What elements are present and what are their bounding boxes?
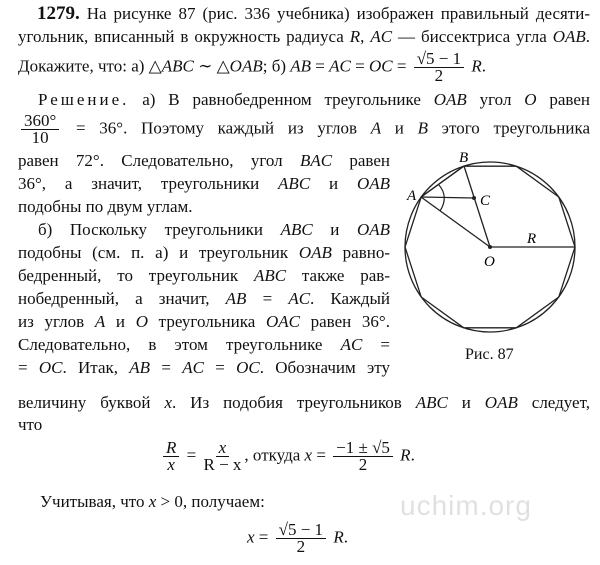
text-run: = bbox=[362, 335, 390, 354]
text-run: подобны (см. п. а) и треугольник bbox=[18, 243, 299, 262]
math-symbol: R bbox=[471, 56, 482, 76]
text-run: √5 − 1 bbox=[416, 49, 462, 68]
math-symbol: AC bbox=[340, 335, 363, 354]
fraction bbox=[163, 440, 179, 473]
text-run: из углов bbox=[18, 312, 95, 331]
math-symbol: AB bbox=[129, 358, 151, 377]
solution-line-3 bbox=[18, 151, 390, 171]
denominator bbox=[435, 68, 444, 84]
text-run: . bbox=[481, 56, 486, 76]
solution-heading: Решение. bbox=[38, 90, 130, 109]
fraction bbox=[414, 51, 464, 84]
text-run: 2 bbox=[358, 455, 368, 474]
text-run: треугольника bbox=[147, 312, 266, 331]
text-run: а) В равнобедренном треугольнике bbox=[129, 90, 434, 109]
math-symbol: AB bbox=[290, 56, 312, 76]
text-run: величину буквой bbox=[18, 393, 165, 412]
problem-line-3 bbox=[18, 51, 486, 84]
denominator bbox=[359, 457, 368, 473]
math-symbol: x bbox=[148, 492, 157, 511]
math-symbol: ABC bbox=[278, 174, 311, 193]
label-r: R bbox=[527, 231, 537, 247]
math-symbol: OAB bbox=[229, 56, 263, 76]
math-symbol: x bbox=[164, 393, 172, 412]
problem-line-1 bbox=[37, 4, 590, 24]
text-run: ; б) bbox=[262, 56, 291, 76]
denominator bbox=[203, 457, 241, 473]
math-symbol: ABC bbox=[415, 393, 448, 412]
text-run: 2 bbox=[296, 537, 306, 556]
text-run: нобедренный, а значит, bbox=[18, 289, 226, 308]
text-run: бедренный, то треугольник bbox=[18, 266, 254, 285]
point-c bbox=[472, 196, 476, 200]
solution-line-16 bbox=[40, 492, 265, 512]
math-symbol: R bbox=[349, 27, 361, 46]
math-symbol: R bbox=[333, 527, 344, 547]
text-run: = bbox=[254, 527, 273, 547]
math-symbol: AC bbox=[370, 27, 393, 46]
math-symbol: A bbox=[370, 118, 382, 138]
text-run: = bbox=[18, 358, 39, 377]
text-run: = bbox=[182, 445, 201, 465]
text-run: . Каждый bbox=[310, 289, 391, 308]
label-c: C bbox=[480, 193, 491, 209]
equation-result bbox=[247, 522, 348, 555]
text-run: = bbox=[150, 358, 183, 377]
text-run: 360° bbox=[24, 111, 57, 130]
solution-line-1 bbox=[38, 90, 590, 110]
text-run: угол bbox=[466, 90, 525, 109]
label-b: B bbox=[459, 150, 469, 166]
math-symbol: O bbox=[524, 90, 537, 109]
math-symbol: OAC bbox=[265, 312, 300, 331]
segment-ab bbox=[421, 166, 464, 197]
solution-line-11 bbox=[18, 335, 390, 355]
point-o bbox=[488, 245, 492, 249]
text-run: этого треугольника bbox=[427, 118, 591, 138]
math-symbol: AC bbox=[182, 358, 204, 377]
text-run: 10 bbox=[31, 128, 49, 147]
text-run: = bbox=[311, 56, 330, 76]
text-run: 2 bbox=[434, 66, 444, 85]
problem-line-1-text bbox=[80, 4, 590, 23]
solution-line-8 bbox=[18, 266, 390, 286]
watermark: uchim.org bbox=[400, 490, 532, 521]
solution-line-5 bbox=[18, 197, 193, 217]
text-run: = bbox=[203, 358, 237, 377]
text-run: также рав- bbox=[286, 266, 390, 285]
text-run: R − x bbox=[203, 455, 242, 474]
math-symbol: x bbox=[218, 438, 227, 457]
segment-ac bbox=[421, 197, 474, 198]
math-symbol: ABC bbox=[161, 56, 194, 76]
text-run: . Итак, bbox=[62, 358, 130, 377]
math-symbol: AC bbox=[329, 56, 351, 76]
text-run: Учитывая, что bbox=[40, 492, 149, 511]
text-run: > 0, получаем: bbox=[156, 492, 265, 511]
math-symbol: OAB bbox=[433, 90, 467, 109]
solution-line-2 bbox=[18, 113, 590, 146]
math-symbol: ABC bbox=[280, 220, 313, 239]
math-symbol: x bbox=[304, 445, 313, 465]
text-run: . Обозначим эту bbox=[259, 358, 391, 377]
solution-line-1-text bbox=[129, 90, 590, 109]
solution-line-9 bbox=[18, 289, 390, 309]
math-symbol: BAC bbox=[299, 151, 333, 170]
label-a: A bbox=[407, 188, 417, 204]
text-run: √5 − 1 bbox=[278, 520, 324, 539]
text-run: 36°, а значит, треугольники bbox=[18, 174, 279, 193]
text-run: . bbox=[410, 445, 415, 465]
text-run: и bbox=[312, 220, 357, 239]
text-run: равен 36°. bbox=[299, 312, 390, 331]
math-symbol: O bbox=[135, 312, 148, 331]
math-symbol: OAB bbox=[356, 174, 390, 193]
math-symbol: OC bbox=[236, 358, 260, 377]
equation-proportion bbox=[160, 440, 415, 473]
math-symbol: B bbox=[417, 118, 428, 138]
text-run: равно- bbox=[331, 243, 390, 262]
text-run: , bbox=[360, 27, 371, 46]
text-run: . bbox=[585, 27, 591, 46]
text-run: . bbox=[343, 527, 348, 547]
text-run: На рисунке 87 (рис. 336 учебника) изображен правильный десяти- bbox=[79, 4, 590, 23]
text-run: б) Поскольку треугольники bbox=[38, 220, 281, 239]
solution-line-10 bbox=[18, 312, 390, 332]
text-run: угольник, вписанный в окружность радиуса bbox=[18, 27, 350, 46]
math-symbol: OAB bbox=[484, 393, 518, 412]
text-run: Следовательно, в этом треугольнике bbox=[18, 335, 341, 354]
solution-line-7 bbox=[18, 243, 390, 263]
math-symbol: OAB bbox=[298, 243, 332, 262]
math-symbol: R bbox=[400, 445, 411, 465]
math-symbol: R bbox=[166, 438, 177, 457]
math-symbol: ABC bbox=[253, 266, 287, 285]
math-symbol: OC bbox=[368, 56, 393, 76]
math-symbol: AC bbox=[288, 289, 311, 308]
text-run: и bbox=[447, 393, 485, 412]
math-symbol: x bbox=[247, 527, 255, 547]
text-run: Докажите, что: а) △ bbox=[18, 56, 162, 76]
text-run: равен bbox=[536, 90, 590, 109]
text-run: = bbox=[350, 56, 369, 76]
problem-line-2 bbox=[18, 27, 590, 47]
solution-line-14 bbox=[18, 415, 42, 435]
math-symbol: OAB bbox=[356, 220, 390, 239]
text-run: и bbox=[381, 118, 418, 138]
fraction bbox=[276, 522, 326, 555]
text-run: и bbox=[310, 174, 357, 193]
math-symbol: x bbox=[167, 455, 175, 474]
solution-line-4 bbox=[18, 174, 390, 194]
problem-number: 1279. bbox=[37, 3, 80, 24]
text-run: = bbox=[392, 56, 411, 76]
math-symbol: OC bbox=[38, 358, 63, 377]
fraction bbox=[333, 440, 393, 473]
label-o: O bbox=[484, 254, 495, 270]
text-run: следует, bbox=[517, 393, 590, 412]
math-symbol: A bbox=[94, 312, 106, 331]
text-run: и bbox=[105, 312, 136, 331]
text-run: — биссектриса угла bbox=[392, 27, 553, 46]
text-run: −1 ± √5 bbox=[336, 438, 390, 457]
math-symbol: AB bbox=[225, 289, 247, 308]
text-run: подобны по двум углам. bbox=[18, 197, 193, 216]
text-run: равен 72°. Следовательно, угол bbox=[18, 151, 300, 170]
text-run: что bbox=[18, 415, 43, 434]
text-run: ∼ △ bbox=[193, 56, 230, 76]
solution-line-13 bbox=[18, 393, 590, 413]
denominator bbox=[167, 457, 175, 473]
solution-line-12 bbox=[18, 358, 390, 378]
text-run: равен bbox=[332, 151, 391, 170]
decagon-figure bbox=[395, 150, 595, 345]
denominator bbox=[297, 539, 306, 555]
figure-caption: Рис. 87 bbox=[465, 346, 514, 363]
fraction bbox=[21, 113, 59, 146]
denominator bbox=[32, 130, 49, 146]
text-run: = bbox=[312, 445, 331, 465]
fraction bbox=[203, 440, 241, 473]
text-run: , откуда bbox=[244, 445, 305, 465]
solution-line-6 bbox=[38, 220, 390, 240]
math-symbol: OAB bbox=[552, 27, 586, 46]
text-run: . Из подобия треугольников bbox=[171, 393, 416, 412]
text-run: = bbox=[246, 289, 289, 308]
text-run: = 36°. Поэтому каждый из углов bbox=[62, 118, 371, 138]
